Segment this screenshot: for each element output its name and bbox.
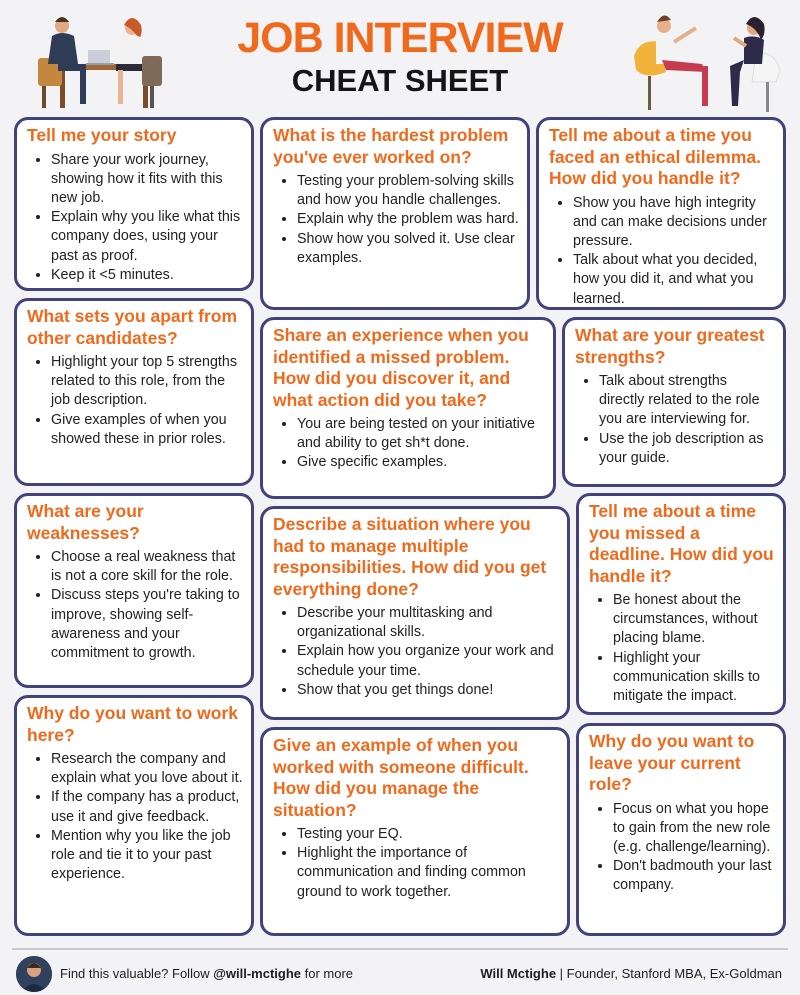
bullet-item: • Share your work journey, showing how it fits with this new job. (51, 151, 243, 209)
bullet-item: • Don't badmouth your last company. (613, 857, 775, 895)
page-title: JOB INTERVIEW (237, 14, 563, 62)
card-title: What are your weaknesses? (27, 501, 144, 543)
card-bullets (27, 151, 243, 285)
card-bullets (589, 800, 775, 896)
card-bullets (27, 353, 243, 449)
card-title: Share an experience when you identified a missed problem. How did you discover it, and what action did you take? (273, 325, 529, 410)
card-someone-difficult (260, 727, 570, 936)
bullet-item: • Highlight the importance of communication and finding common ground to work together. (297, 844, 559, 902)
bullet-item: • You are being tested on your initiative and ability to get sh*t done. (297, 415, 545, 453)
card-bullets (589, 591, 775, 706)
bullet-item: • Explain how you organize your work and schedule your time. (297, 642, 559, 680)
card-missed-problem (260, 317, 556, 499)
card-bullets (273, 415, 545, 473)
follow-cta-prefix: Find this valuable? Follow (60, 966, 210, 981)
bullet-item: • Give examples of when you showed these in prior roles. (51, 411, 243, 449)
card-bullets (27, 548, 243, 663)
card-title: What are your greatest strengths? (575, 325, 765, 367)
bullet-item: • Choose a real weakness that is not a core skill for the role. (51, 548, 243, 586)
card-title: Describe a situation where you had to manage multiple responsibilities. How did you get everything done? (273, 514, 547, 599)
card-bullets (549, 194, 775, 309)
card-weaknesses (14, 493, 254, 688)
card-missed-deadline (576, 493, 786, 715)
bullet-item: • Testing your EQ. (297, 825, 559, 844)
page-subtitle: CHEAT SHEET (291, 63, 509, 98)
card-hardest-problem (260, 117, 530, 310)
card-title: Tell me about a time you missed a deadline. How did you handle it? (589, 501, 774, 586)
card-greatest-strengths (562, 317, 786, 487)
card-bullets (273, 604, 559, 700)
card-ethical-dilemma (536, 117, 786, 310)
follow-cta-suffix: for more (304, 966, 354, 981)
author-tagline: | Founder, Stanford MBA, Ex-Goldman (559, 966, 782, 981)
avatar[interactable] (16, 956, 52, 992)
bullet-item: • Be honest about the circumstances, without placing blame. (613, 591, 775, 649)
bullet-item: • Talk about what you decided, how you did it, and what you learned. (573, 251, 775, 309)
bullet-item: • Keep it <5 minutes. (51, 266, 243, 285)
card-title: Give an example of when you worked with someone difficult. How did you manage the situation? (273, 735, 529, 820)
card-why-work-here (14, 695, 254, 936)
bullet-item: • Show that you get things done! (297, 681, 559, 700)
bullet-item: • Describe your multitasking and organizational skills. (297, 604, 559, 642)
card-bullets (273, 172, 519, 268)
bullet-item: • Highlight your communication skills to mitigate the impact. (613, 649, 775, 707)
bullet-item: • Focus on what you hope to gain from the new role (e.g. challenge/learning). (613, 800, 775, 858)
card-title: Why do you want to work here? (27, 703, 238, 745)
bullet-item: • Show you have high integrity and can make decisions under pressure. (573, 194, 775, 252)
author-name: Will Mctighe (480, 966, 557, 981)
card-leave-current-role (576, 723, 786, 936)
card-bullets (273, 825, 559, 902)
bullet-item: • Research the company and explain what you love about it. (51, 750, 243, 788)
card-multiple-responsibilities (260, 506, 570, 720)
interview-desk-illustration (30, 8, 170, 112)
follow-cta (60, 966, 353, 981)
footer-divider (12, 948, 788, 950)
bullet-item: • Mention why you like the job role and tie it to your past experience. (51, 827, 243, 885)
bullet-item: • Highlight your top 5 strengths related to this role, from the job description. (51, 353, 243, 411)
card-title: Tell me your story (27, 125, 177, 145)
author-handle-link[interactable]: @will-mctighe (213, 966, 301, 981)
bullet-item: • Show how you solved it. Use clear examples. (297, 230, 519, 268)
bullet-item: • Testing your problem-solving skills and how you handle challenges. (297, 172, 519, 210)
card-bullets (575, 372, 775, 468)
bullet-item: • Discuss steps you're taking to improve, showing self-awareness and your commitment to growth. (51, 586, 243, 663)
author-credit (480, 966, 782, 981)
avatar-portrait-icon (16, 956, 52, 992)
conversation-illustration (628, 6, 788, 116)
bullet-item: • If the company has a product, use it and give feedback. (51, 788, 243, 826)
bullet-item: • Explain why the problem was hard. (297, 210, 519, 229)
bullet-item: • Give specific examples. (297, 453, 545, 472)
card-sets-you-apart (14, 298, 254, 486)
card-tell-me-your-story (14, 117, 254, 291)
bullet-item: • Explain why you like what this company does, using your past as proof. (51, 208, 243, 266)
card-title: Tell me about a time you faced an ethical dilemma. How did you handle it? (549, 125, 762, 188)
bullet-item: • Use the job description as your guide. (599, 430, 775, 468)
card-title: What sets you apart from other candidates? (27, 306, 238, 348)
card-bullets (27, 750, 243, 884)
bullet-item: • Talk about strengths directly related to the role you are interviewing for. (599, 372, 775, 430)
card-title: Why do you want to leave your current role? (589, 731, 755, 794)
card-title: What is the hardest problem you've ever worked on? (273, 125, 509, 167)
